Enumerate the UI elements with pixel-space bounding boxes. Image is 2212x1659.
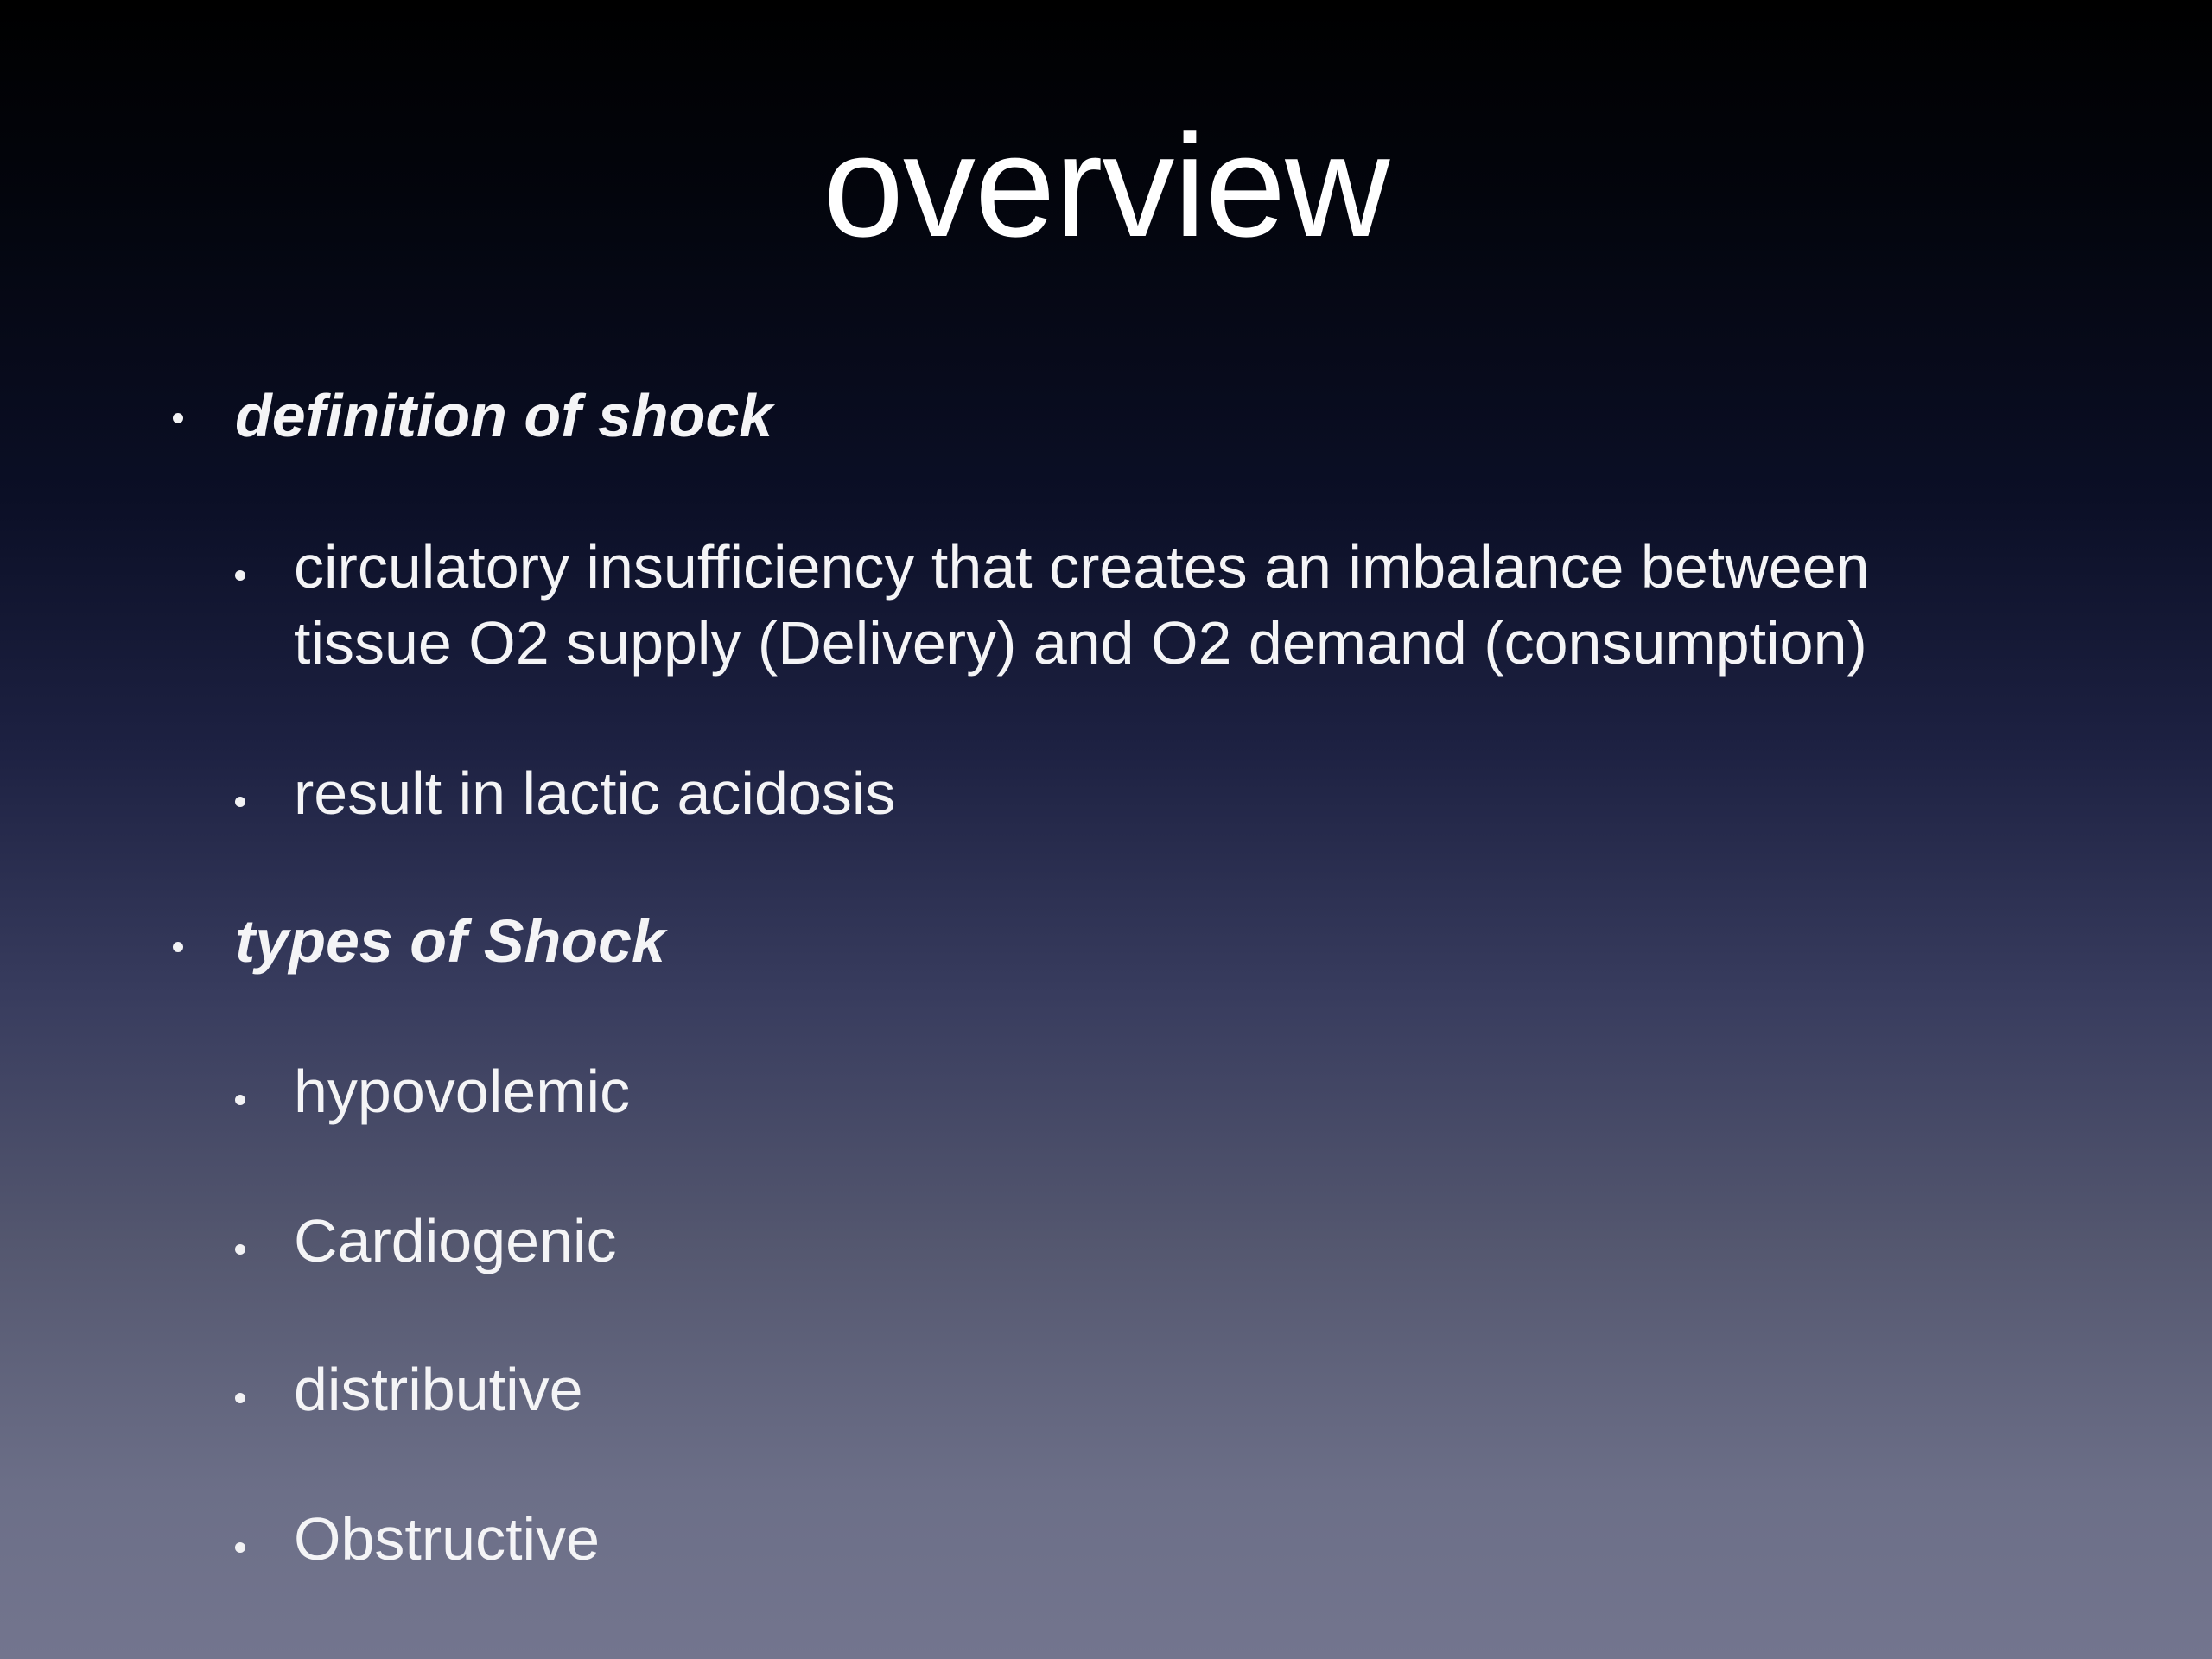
list-item-text: distributive	[294, 1356, 583, 1423]
bullet-icon	[235, 570, 245, 581]
list-item-definition	[0, 529, 2212, 684]
bullet-icon	[173, 413, 183, 423]
list-item-text: hypovolemic	[294, 1058, 631, 1125]
list-item-cardiogenic	[0, 1203, 2212, 1279]
bullet-icon	[235, 1244, 245, 1255]
bullet-icon	[235, 1542, 245, 1553]
list-item-lactic-acidosis	[0, 755, 2212, 831]
list-item-text: Obstructive	[294, 1505, 600, 1573]
list-item-text-line2: tissue O2 supply (Delivery) and O2 demand (consumption)	[294, 609, 1867, 677]
list-item-distributive	[0, 1351, 2212, 1427]
bullet-icon	[235, 1393, 245, 1403]
bullet-icon	[235, 1095, 245, 1105]
slide-title: overview	[823, 105, 1389, 267]
section-heading-definition	[0, 378, 2212, 453]
section-heading-text: types of Shock	[235, 907, 665, 975]
bullet-icon	[235, 797, 245, 807]
bullet-icon	[173, 942, 183, 952]
list-item-obstructive	[0, 1501, 2212, 1577]
list-item-text: result in lactic acidosis	[294, 760, 896, 827]
section-heading-types	[0, 904, 2212, 978]
list-item-hypovolemic	[0, 1053, 2212, 1129]
list-item-text: Cardiogenic	[294, 1207, 617, 1274]
list-item-text-line1: circulatory insufficiency that creates an imbalance between	[294, 533, 1870, 601]
section-heading-text: definition of shock	[235, 382, 773, 449]
